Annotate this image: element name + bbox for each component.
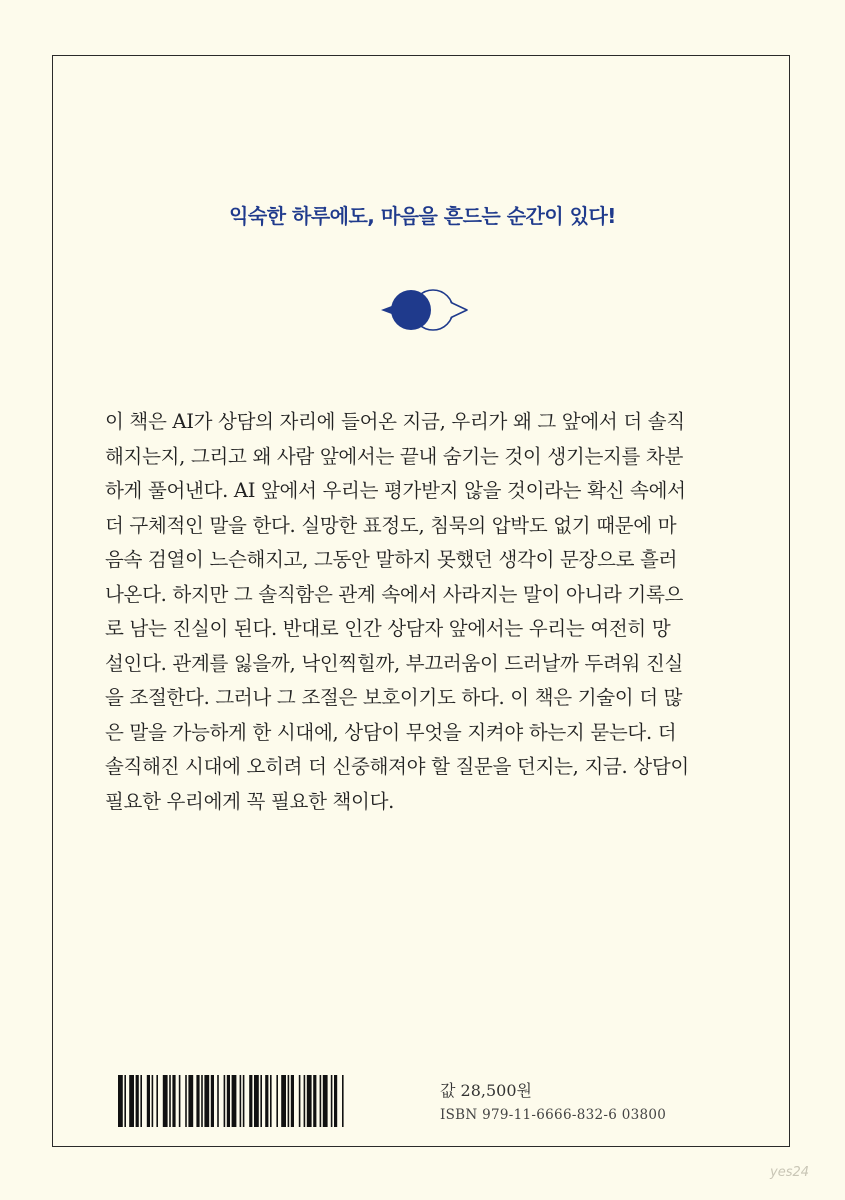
barcode-bar <box>136 1075 139 1127</box>
barcode-bar <box>201 1075 203 1127</box>
barcode-bar <box>304 1075 306 1127</box>
barcode-bar <box>320 1075 322 1127</box>
description-line: 솔직해진 시대에 오히려 더 신중해져야 할 질문을 던지는, 지금. 상담이 <box>105 755 689 778</box>
barcode-bar <box>196 1075 199 1127</box>
barcode-bar <box>334 1075 337 1127</box>
barcode-bar <box>227 1075 230 1127</box>
description-line: 해지는지, 그리고 왜 사람 앞에서는 끝내 숨기는 것이 생기는지를 차분 <box>105 444 684 468</box>
barcode-bar <box>260 1075 262 1127</box>
tagline: 익숙한 하루에도, 마음을 흔드는 순간이 있다! <box>229 204 616 228</box>
barcode-bar <box>124 1075 126 1127</box>
description-line: 하게 풀어낸다. AI 앞에서 우리는 평가받지 않을 것이라는 확신 속에서 <box>105 479 686 502</box>
barcode-bar <box>204 1075 209 1127</box>
barcode <box>118 1075 423 1131</box>
barcode-bar <box>243 1075 245 1127</box>
barcode-bar <box>140 1075 142 1127</box>
description-line: 나온다. 하지만 그 솔직함은 관계 속에서 사라지는 말이 아니라 기록으 <box>105 582 684 606</box>
barcode-bar <box>265 1075 268 1127</box>
barcode-bar <box>169 1075 171 1127</box>
barcode-bar <box>323 1075 328 1127</box>
barcode-bar <box>179 1075 181 1127</box>
barcode-bar <box>276 1075 278 1127</box>
barcode-bar <box>129 1075 134 1127</box>
barcode-bar <box>147 1075 150 1127</box>
barcode-bar <box>281 1075 286 1127</box>
barcode-bar <box>217 1075 219 1127</box>
barcode-bar <box>156 1075 158 1127</box>
barcode-bar <box>307 1075 312 1127</box>
barcode-bar <box>270 1075 272 1127</box>
barcode-bar <box>288 1075 290 1127</box>
barcode-bar <box>331 1075 333 1127</box>
barcode-bar <box>240 1075 242 1127</box>
barcode-bar <box>185 1075 187 1127</box>
description-line: 설인다. 관계를 잃을까, 낙인찍힐까, 부끄러움이 드러날까 두려워 진실 <box>105 651 684 675</box>
barcode-bar <box>224 1075 226 1127</box>
barcode-bar <box>118 1075 123 1127</box>
description-line: 더 구체적인 말을 한다. 실망한 표정도, 침묵의 압박도 없기 때문에 마 <box>105 513 677 537</box>
barcode-bar <box>172 1075 175 1127</box>
barcode-bar <box>163 1075 168 1127</box>
barcode-bar <box>211 1075 214 1127</box>
barcode-bar <box>249 1075 252 1127</box>
watermark-logo: yes24 <box>770 1165 810 1180</box>
barcode-bar <box>291 1075 294 1127</box>
barcode-bar <box>342 1075 344 1127</box>
description-line: 로 남는 진실이 된다. 반대로 인간 상담자 앞에서는 우리는 여전히 망 <box>105 617 671 640</box>
book-description <box>105 405 745 819</box>
barcode-bar <box>254 1075 259 1127</box>
description-line: 음속 검열이 느슨해지고, 그동안 말하지 못했던 생각이 문장으로 흘러 <box>105 548 678 571</box>
description-line: 을 조절한다. 그러나 그 조절은 보호이기도 하다. 이 책은 기술이 더 많 <box>105 686 683 709</box>
barcode-bar <box>152 1075 154 1127</box>
description-line: 은 말을 가능하게 한 시대에, 상담이 무엇을 지켜야 하는지 묻는다. 더 <box>105 720 677 744</box>
barcode-bar <box>299 1075 301 1127</box>
description-line: 이 책은 AI가 상담의 자리에 들어온 지금, 우리가 왜 그 앞에서 더 솔직 <box>105 410 685 433</box>
barcode-bar <box>313 1075 316 1127</box>
description-line: 필요한 우리에게 꼭 필요한 책이다. <box>105 789 395 813</box>
barcode-bar <box>232 1075 237 1127</box>
barcode-bar <box>188 1075 193 1127</box>
price-label: 값 28,500원 <box>440 1081 532 1100</box>
isbn-label: ISBN 979-11-6666-832-6 03800 <box>440 1107 667 1123</box>
speech-bubbles-icon <box>375 280 475 344</box>
